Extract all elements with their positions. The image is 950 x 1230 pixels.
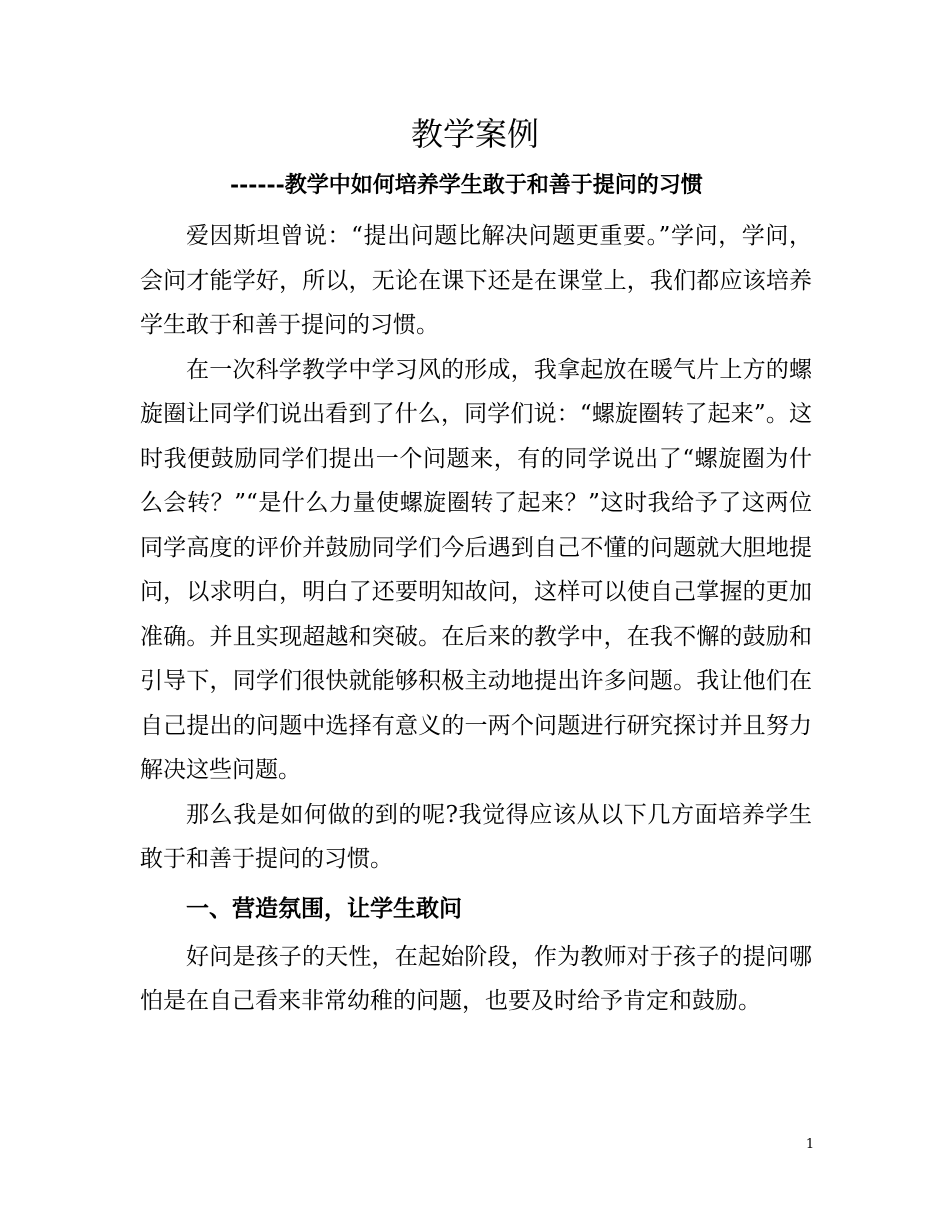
- paragraph-intro: 爱因斯坦曾说：“提出问题比解决问题更重要。”学问，学问，会问才能学好，所以，无论在课下还是在课堂上，我们都应该培养学生敢于和善于提问的习惯。: [140, 223, 812, 338]
- page-number: 1: [805, 1137, 815, 1152]
- document-body: [140, 214, 812, 1024]
- document-subtitle: ------教学中如何培养学生敢于和善于提问的习惯: [230, 172, 703, 198]
- paragraph-example: 在一次科学教学中学习风的形成，我拿起放在暖气片上方的螺旋圈让同学们说出看到了什么，同学们说：“螺旋圈转了起来”。这时我便鼓励同学们提出一个问题来，有的同学说出了“螺旋圈为什么会转？”“是什么力量使螺旋圈转了起来？”这时我给予了这两位同学高度的评价并鼓励同学们今后遇到自己不懂的问题就大胆地提问，以求明白，明白了还要明知故问，这样可以使自己掌握的更加准确。并且实现超越和突破。在后来的教学中，在我不懈的鼓励和引导下，同学们很快就能够积极主动地提出许多问题。我让他们在自己提出的问题中选择有意义的一两个问题进行研究探讨并且努力解决这些问题。: [140, 356, 812, 783]
- paragraph-section-one: 好问是孩子的天性，在起始阶段，作为教师对于孩子的提问哪怕是在自己看来非常幼稚的问题，也要及时给予肯定和鼓励。: [140, 943, 812, 1014]
- paragraph-transition: 那么我是如何做的到的呢?我觉得应该从以下几方面培养学生敢于和善于提问的习惯。: [140, 801, 812, 872]
- document-title: 教学案例: [410, 115, 539, 153]
- section-heading: 一、营造氛围，让学生敢问: [186, 894, 462, 922]
